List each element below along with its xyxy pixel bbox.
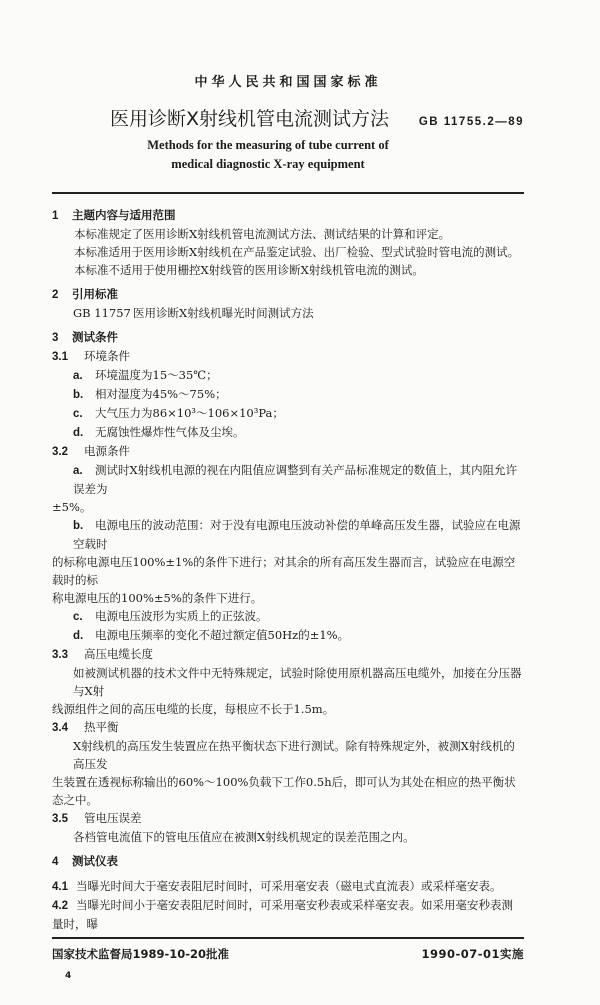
item-text: 相对湿度为45%～75%；	[95, 387, 227, 401]
subsection-3-4-heading	[52, 718, 524, 737]
reference-code: GB 11757	[73, 306, 131, 320]
english-title-line-2: medical diagnostic X-ray equipment	[171, 157, 365, 171]
item-text: 测试时X射线机电源的视在内阻值应调整到有关产品标准规定的数值上，其内阻允许误差为	[73, 463, 518, 496]
section-4-heading	[52, 852, 524, 871]
text-line: X射线机的高压发生装置应在热平衡状态下进行测试。除有特殊规定外，被测X射线机的高压发	[73, 739, 515, 771]
section-title: 引用标准	[72, 287, 118, 301]
section-number: 2	[52, 289, 59, 301]
subsection-title: 电源条件	[84, 444, 130, 458]
text-line: 线源组件之间的高压电缆的长度，每根应不长于1.5m。	[52, 702, 335, 716]
item-label: b.	[73, 389, 84, 401]
list-item	[52, 423, 524, 442]
list-item	[52, 366, 524, 385]
section-title: 主题内容与适用范围	[72, 208, 176, 222]
item-text: 环境温度为15～35℃；	[95, 368, 218, 382]
list-item	[52, 404, 524, 423]
effective-date: 1990-07-01实施	[421, 946, 524, 961]
item-label: c.	[73, 611, 83, 623]
section-number: 4	[52, 856, 59, 868]
section-title: 测试条件	[72, 330, 118, 344]
subsection-number: 3.3	[52, 649, 68, 661]
section-title: 测试仪表	[72, 854, 118, 868]
subsection-number: 3.5	[52, 813, 68, 825]
title-row	[52, 106, 524, 132]
item-text: 无腐蚀性爆炸性气体及尘埃。	[95, 425, 245, 439]
subsection-title: 热平衡	[84, 720, 119, 734]
list-item	[52, 385, 524, 404]
footer-rule	[52, 937, 524, 939]
text-line: 各档管电流值下的管电压值应在被测X射线机规定的误差范围之内。	[73, 830, 415, 844]
paragraph: 本标准不适用于使用栅控X射线管的医用诊断X射线机管电流的测试。	[74, 263, 424, 277]
subsection-title: 高压电缆长度	[84, 647, 153, 661]
item-label: a.	[73, 465, 83, 477]
item-label: d.	[73, 630, 84, 642]
subsection-number: 3.1	[52, 351, 68, 363]
subsection-text: 当曝光时间小于毫安表阻尼时间时，可采用毫安秒表或采样毫安表。如采用毫安秒表测量时，曝	[52, 898, 513, 931]
english-title-line-1: Methods for the measuring of tube current of	[147, 138, 389, 152]
list-item-c	[52, 607, 524, 626]
subsection-3-2-heading	[52, 442, 524, 461]
list-item-d	[52, 626, 524, 645]
section-number: 1	[52, 210, 59, 222]
text-line: 称电源电压的100%±5%的条件下进行。	[52, 591, 263, 605]
page-number: 4	[65, 970, 72, 981]
subsection-number: 3.2	[52, 446, 68, 458]
item-text: 电源电压频率的变化不超过额定值50Hz的±1%。	[95, 628, 350, 642]
subsection-title: 管电压误差	[84, 811, 142, 825]
item-text: 大气压力为86×10³～106×10³Pa；	[95, 406, 284, 420]
section-3-heading	[52, 328, 524, 347]
item-text: 电源电压的波动范围：对于没有电源电压波动补偿的单峰高压发生器，试验应在电源空载时	[73, 518, 521, 551]
section-1-heading	[52, 206, 524, 225]
text-line: 生装置在透视标称输出的60%～100%负载下工作0.5h后，即可认为其处在相应的热平衡状态之中。	[52, 775, 516, 807]
text-line: 的标称电源电压100%±1%的条件下进行；对其余的所有高压发生器而言，试验应在电源空载时的标	[52, 555, 516, 587]
subsection-4-1	[52, 877, 524, 896]
footer	[52, 945, 524, 963]
subsection-title: 环境条件	[84, 349, 130, 363]
national-standard-heading: 中华人民共和国国家标准	[194, 75, 382, 90]
header-rule	[52, 192, 524, 194]
text-line: 如被测试机器的技术文件中无特殊规定，试验时除使用原机器高压电缆外，加接在分压器与X射	[73, 666, 522, 698]
item-label: a.	[73, 370, 83, 382]
list-item-a	[52, 461, 524, 498]
list-item-b	[52, 516, 524, 553]
subsection-3-5-heading	[52, 809, 524, 828]
subsection-3-1-heading	[52, 347, 524, 366]
subsection-number: 4.1	[52, 881, 68, 893]
reference-standard	[52, 304, 524, 322]
item-label: c.	[73, 408, 83, 420]
paragraph: 本标准适用于医用诊断X射线机在产品鉴定试验、出厂检验、型式试验时管电流的测试。	[74, 245, 520, 259]
document-title: 医用诊断X射线机管电流测试方法	[110, 108, 390, 130]
approval-date: 国家技术监督局1989-10-20批准	[52, 946, 230, 961]
subsection-3-3-heading	[52, 645, 524, 664]
item-label: d.	[73, 427, 84, 439]
text-line: ±5%。	[52, 500, 92, 514]
paragraph: 本标准规定了医用诊断X射线机管电流测试方法、测试结果的计算和评定。	[74, 227, 451, 241]
subsection-4-2	[52, 896, 524, 933]
standard-number: GB 11755.2—89	[418, 116, 524, 128]
subsection-text: 当曝光时间大于毫安表阻尼时间时，可采用毫安表（磁电式直流表）或采样毫安表。	[76, 879, 502, 893]
section-2-heading	[52, 285, 524, 304]
section-number: 3	[52, 332, 59, 344]
item-text: 电源电压波形为实质上的正弦波。	[95, 609, 268, 623]
subsection-number: 3.4	[52, 722, 68, 734]
subsection-number: 4.2	[52, 900, 68, 912]
item-label: b.	[73, 520, 84, 532]
reference-title: 医用诊断X射线机曝光时间测试方法	[133, 306, 314, 320]
